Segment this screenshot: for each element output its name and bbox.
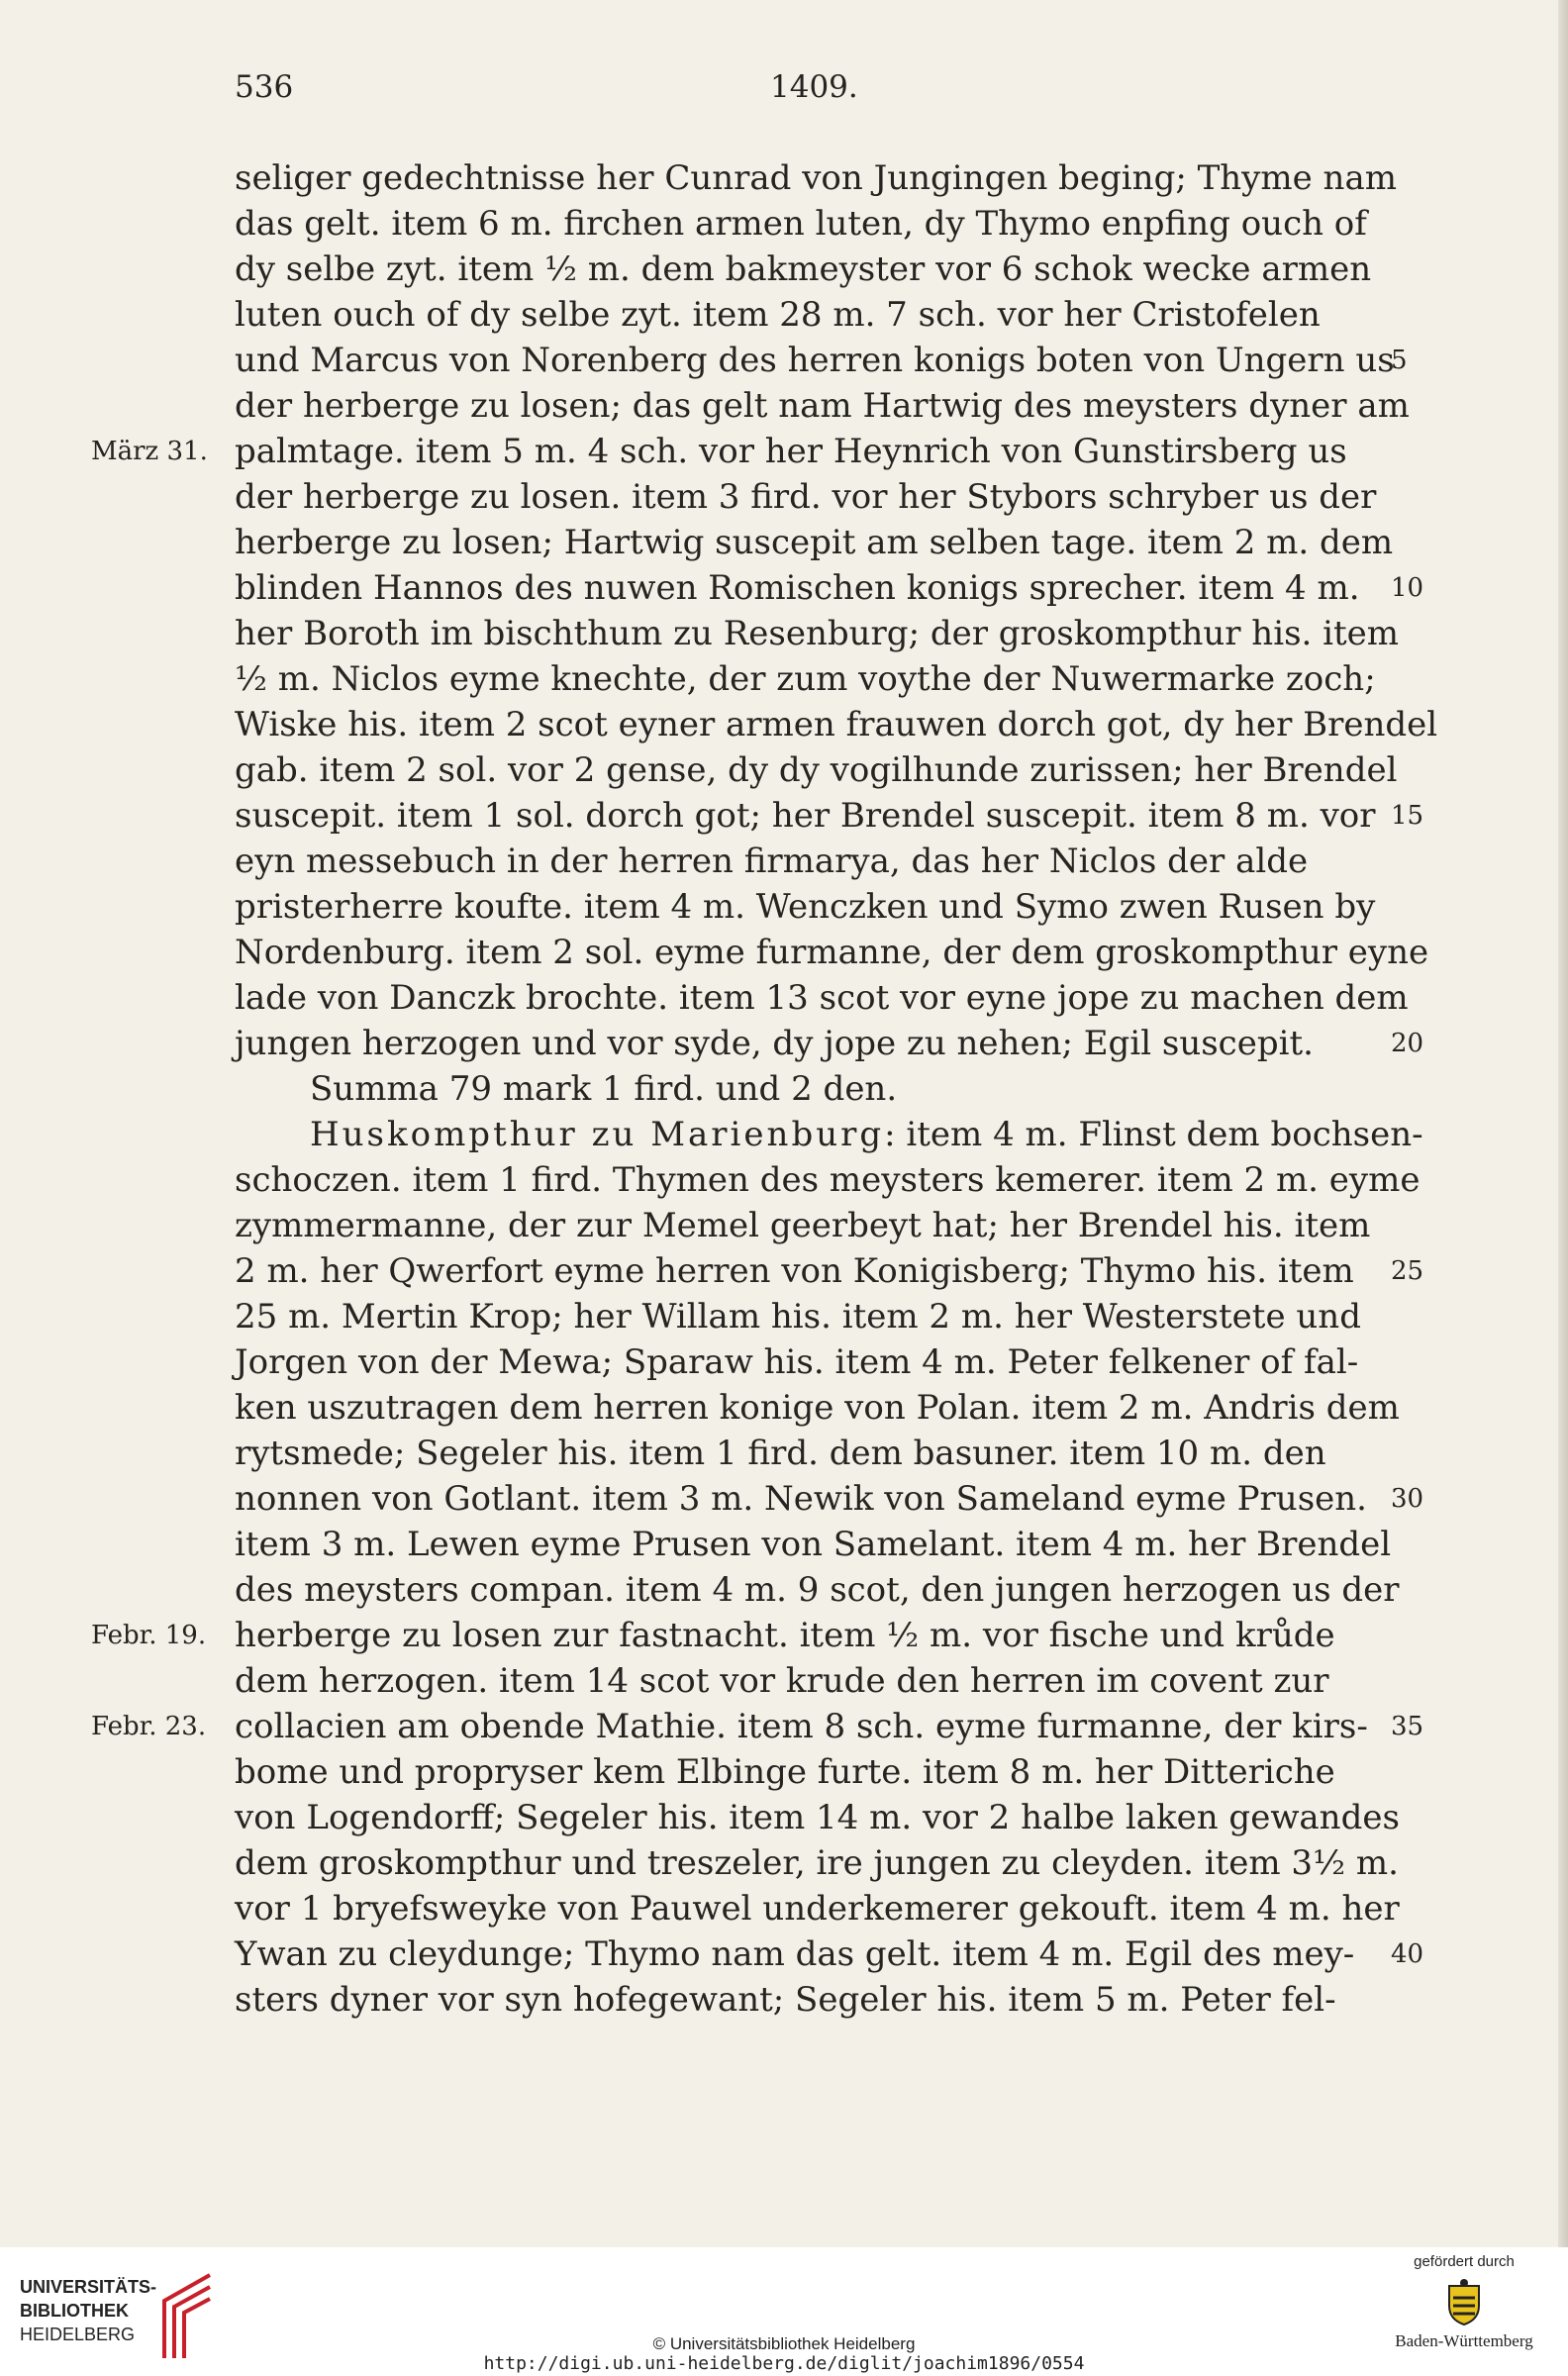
summa-line: Summa 79 mark 1 fird. und 2 den. — [310, 1069, 898, 1109]
page-header — [0, 69, 1568, 117]
sponsor-label: gefördert durch — [1414, 2253, 1515, 2270]
text-line: nonnen von Gotlant. item 3 m. Newik von Sameland eyme Prusen. — [235, 1479, 1367, 1519]
text-line: dem herzogen. item 14 scot vor krude den herren im covent zur — [235, 1661, 1329, 1701]
page-number: 536 — [235, 69, 294, 105]
text-line: pristerherre koufte. item 4 m. Wenczken und Symo zwen Rusen by — [235, 887, 1376, 927]
text-line: Wiske his. item 2 scot eyner armen frauwen dorch got, dy her Brendel — [235, 705, 1438, 744]
margin-date: März 31. — [91, 437, 208, 466]
text-line: Jorgen von der Mewa; Sparaw his. item 4 m. Peter felkener of fal- — [235, 1342, 1359, 1382]
section-heading: Huskompthur zu Marienburg — [310, 1115, 885, 1154]
text-line: collacien am obende Mathie. item 8 sch. eyme furmanne, der kirs- — [235, 1707, 1368, 1746]
text-line: her Boroth im bischthum zu Resenburg; der groskompthur his. item — [235, 614, 1400, 653]
text-line: ken uszutragen dem herren konige von Polan. item 2 m. Andris dem — [235, 1388, 1400, 1428]
text-line: herberge zu losen zur fastnacht. item ½ m. vor fische und krůde — [235, 1616, 1335, 1655]
text-line: dy selbe zyt. item ½ m. dem bakmeyster vor 6 schok wecke armen — [235, 249, 1372, 289]
text-line: Ywan zu cleydunge; Thymo nam das gelt. item 4 m. Egil des mey- — [235, 1934, 1355, 1974]
text-line: des meysters compan. item 4 m. 9 scot, den jungen herzogen us der — [235, 1570, 1400, 1610]
text-line: von Logendorff; Segeler his. item 14 m. vor 2 halbe laken gewandes — [235, 1798, 1400, 1837]
section-start-line: Huskompthur zu Marienburg: item 4 m. Flinst dem bochsen- — [310, 1115, 1423, 1154]
text-line: bome und propryser kem Elbinge furte. item 8 m. her Ditteriche — [235, 1752, 1335, 1792]
text-line: eyn messebuch in der herren firmarya, das her Niclos der alde — [235, 842, 1309, 881]
line-number: 15 — [1391, 801, 1424, 831]
text-line: suscepit. item 1 sol. dorch got; her Brendel suscepit. item 8 m. vor — [235, 796, 1376, 836]
line-number: 10 — [1391, 573, 1424, 603]
text-line: jungen herzogen und vor syde, dy jope zu nehen; Egil suscepit. — [235, 1024, 1314, 1063]
page-edge — [1558, 0, 1568, 2247]
text-line: lade von Danczk brochte. item 13 scot vor eyne jope zu machen dem — [235, 978, 1409, 1018]
text-line: herberge zu losen; Hartwig suscepit am selben tage. item 2 m. dem — [235, 523, 1394, 562]
text-line: palmtage. item 5 m. 4 sch. vor her Heynrich von Gunstirsberg us — [235, 432, 1347, 471]
library-name-line: BIBLIOTHEK — [20, 2301, 129, 2321]
text-line: Nordenburg. item 2 sol. eyme furmanne, der dem groskompthur eyne — [235, 933, 1429, 972]
library-name-line: UNIVERSITÄTS- — [20, 2277, 157, 2297]
margin-date: Febr. 23. — [91, 1712, 207, 1741]
line-number: 35 — [1391, 1712, 1424, 1741]
text-line: zymmermanne, der zur Memel geerbeyt hat; her Brendel his. item — [235, 1206, 1371, 1245]
text-line: vor 1 bryefsweyke von Pauwel underkemerer gekouft. item 4 m. her — [235, 1889, 1400, 1929]
text-line: seliger gedechtnisse her Cunrad von Jungingen beging; Thyme nam — [235, 158, 1397, 198]
sponsor-block — [1380, 2253, 1548, 2351]
text-line: der herberge zu losen; das gelt nam Hartwig des meysters dyner am — [235, 386, 1410, 426]
text-line: und Marcus von Norenberg des herren konigs boten von Ungern us — [235, 341, 1395, 380]
line-number: 20 — [1391, 1029, 1424, 1058]
text-line: sters dyner vor syn hofegewant; Segeler his. item 5 m. Peter fel- — [235, 1980, 1336, 2020]
text-line: item 3 m. Lewen eyme Prusen von Samelant. item 4 m. her Brendel — [235, 1525, 1392, 1564]
running-year: 1409. — [770, 69, 858, 105]
line-number: 25 — [1391, 1256, 1424, 1286]
state-crest-icon — [1439, 2278, 1489, 2327]
text-line: das gelt. item 6 m. firchen armen luten, dy Thymo enpfing ouch of — [235, 204, 1367, 244]
margin-date: Febr. 19. — [91, 1621, 207, 1650]
copyright-notice: © Universitätsbibliothek Heidelberg — [652, 2334, 916, 2353]
text-line: luten ouch of dy selbe zyt. item 28 m. 7 sch. vor her Cristofelen — [235, 295, 1321, 335]
line-number: 5 — [1391, 346, 1408, 375]
text-line: schoczen. item 1 fird. Thymen des meysters kemerer. item 2 m. eyme — [235, 1160, 1421, 1200]
text-line: 25 m. Mertin Krop; her Willam his. item 2 m. her Westerstete und — [235, 1297, 1361, 1336]
text-line: gab. item 2 sol. vor 2 gense, dy dy vogilhunde zurissen; her Brendel — [235, 750, 1398, 790]
library-name-line: HEIDELBERG — [20, 2325, 136, 2344]
text-line: dem groskompthur und treszeler, ire jungen zu cleyden. item 3½ m. — [235, 1843, 1399, 1883]
source-url-link[interactable]: http://digi.ub.uni-heidelberg.de/diglit/joachim1896/0554 — [483, 2353, 1085, 2374]
text-line: der herberge zu losen. item 3 fird. vor her Stybors schryber us der — [235, 477, 1377, 517]
text-line: blinden Hannos des nuwen Romischen konigs sprecher. item 4 m. — [235, 568, 1360, 608]
sponsor-name: Baden-Württemberg — [1395, 2331, 1533, 2350]
line-number: 30 — [1391, 1484, 1424, 1514]
text-line: 2 m. her Qwerfort eyme herren von Konigisberg; Thymo his. item — [235, 1251, 1354, 1291]
footer-bar — [0, 2247, 1568, 2376]
text-line: ½ m. Niclos eyme knechte, der zum voythe der Nuwermarke zoch; — [235, 659, 1376, 699]
line-number: 40 — [1391, 1939, 1424, 1969]
text-line: rytsmede; Segeler his. item 1 fird. dem basuner. item 10 m. den — [235, 1434, 1326, 1473]
